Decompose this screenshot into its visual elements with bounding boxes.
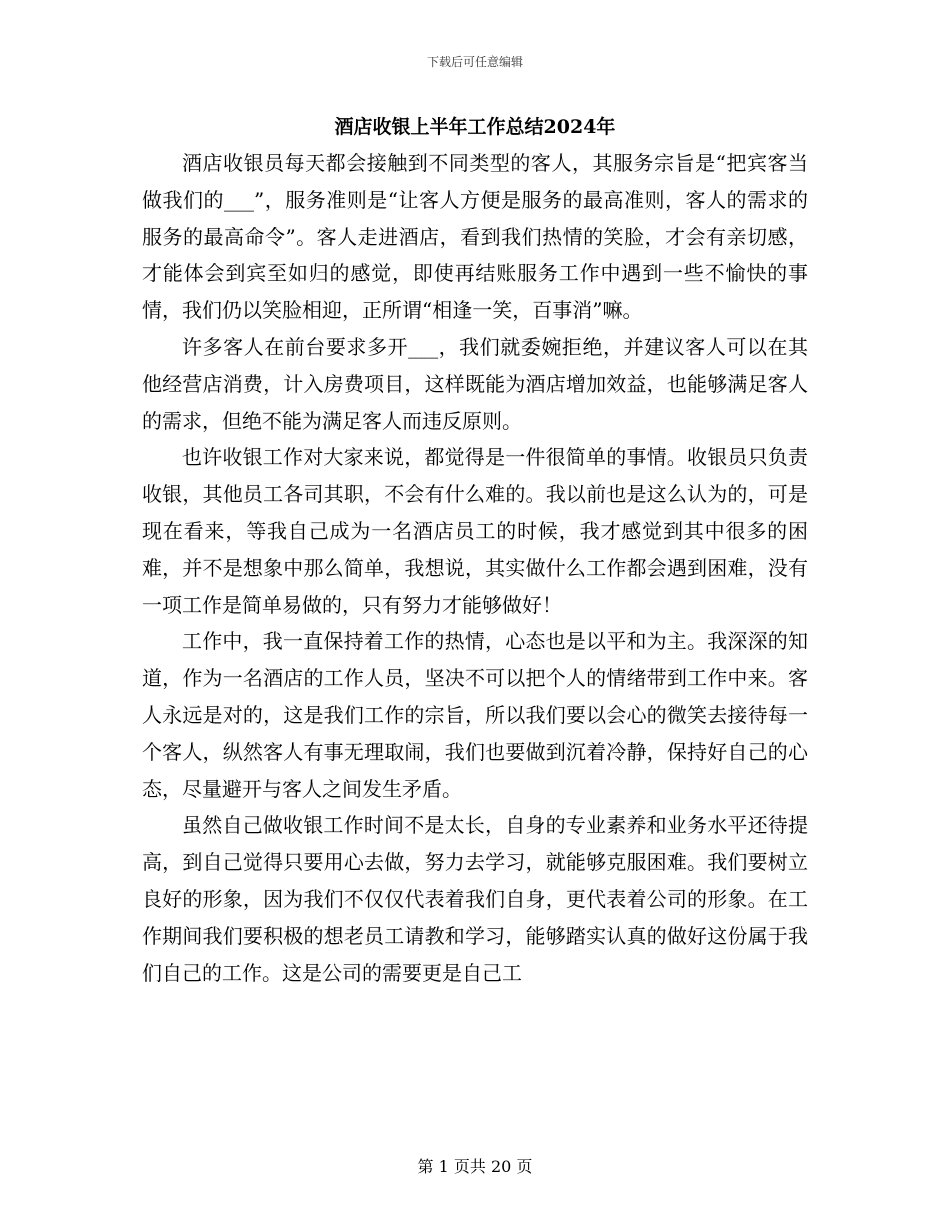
paragraph-5: 虽然自己做收银工作时间不是太长，自身的专业素养和业务水平还待提高，到自己觉得只要用心去做，努力去学习，就能够克服困难。我们要树立良好的形象，因为我们不仅仅代表着我们自身，更代表着公司的形象。在工作期间我们要积极的想老员工请教和学习，能够踏实认真的做好这份属于我们自己的工作。这是公司的需要更是自己工 (142, 813, 808, 985)
document-body (142, 145, 808, 991)
document-title: 酒店收银上半年工作总结2024年 (334, 116, 616, 138)
paragraph-3: 也许收银工作对大家来说，都觉得是一件很简单的事情。收银员只负责收银，其他员工各司其职，不会有什么难的。我以前也是这么认为的，可是现在看来，等我自己成为一名酒店员工的时候，我才感觉到其中很多的困难，并不是想象中那么简单，我想说，其实做什么工作都会遇到困难，没有一项工作是简单易做的，只有努力才能够做好！ (142, 445, 808, 617)
page-number: 第 1 页共 20 页 (417, 1157, 533, 1176)
paragraph-4: 工作中，我一直保持着工作的热情，心态也是以平和为主。我深深的知道，作为一名酒店的工作人员，坚决不可以把个人的情绪带到工作中来。客人永远是对的，这是我们工作的宗旨，所以我们要以会心的微笑去接待每一个客人，纵然客人有事无理取闹，我们也要做到沉着冷静，保持好自己的心态，尽量避开与客人之间发生矛盾。 (142, 629, 808, 801)
paragraph-1: 酒店收银员每天都会接触到不同类型的客人，其服务宗旨是“把宾客当做我们的___”，服务准则是“让客人方便是服务的最高准则，客人的需求的服务的最高命令”。客人走进酒店，看到我们热情的笑脸，才会有亲切感，才能体会到宾至如归的感觉，即使再结账服务工作中遇到一些不愉快的事情，我们仍以笑脸相迎，正所谓“相逢一笑，百事消”嘛。 (142, 151, 808, 323)
page-header-note: 下载后可任意编辑 (426, 55, 523, 69)
paragraph-2: 许多客人在前台要求多开___，我们就委婉拒绝，并建议客人可以在其他经营店消费，计入房费项目，这样既能为酒店增加效益，也能够满足客人的需求，但绝不能为满足客人而违反原则。 (142, 334, 808, 433)
